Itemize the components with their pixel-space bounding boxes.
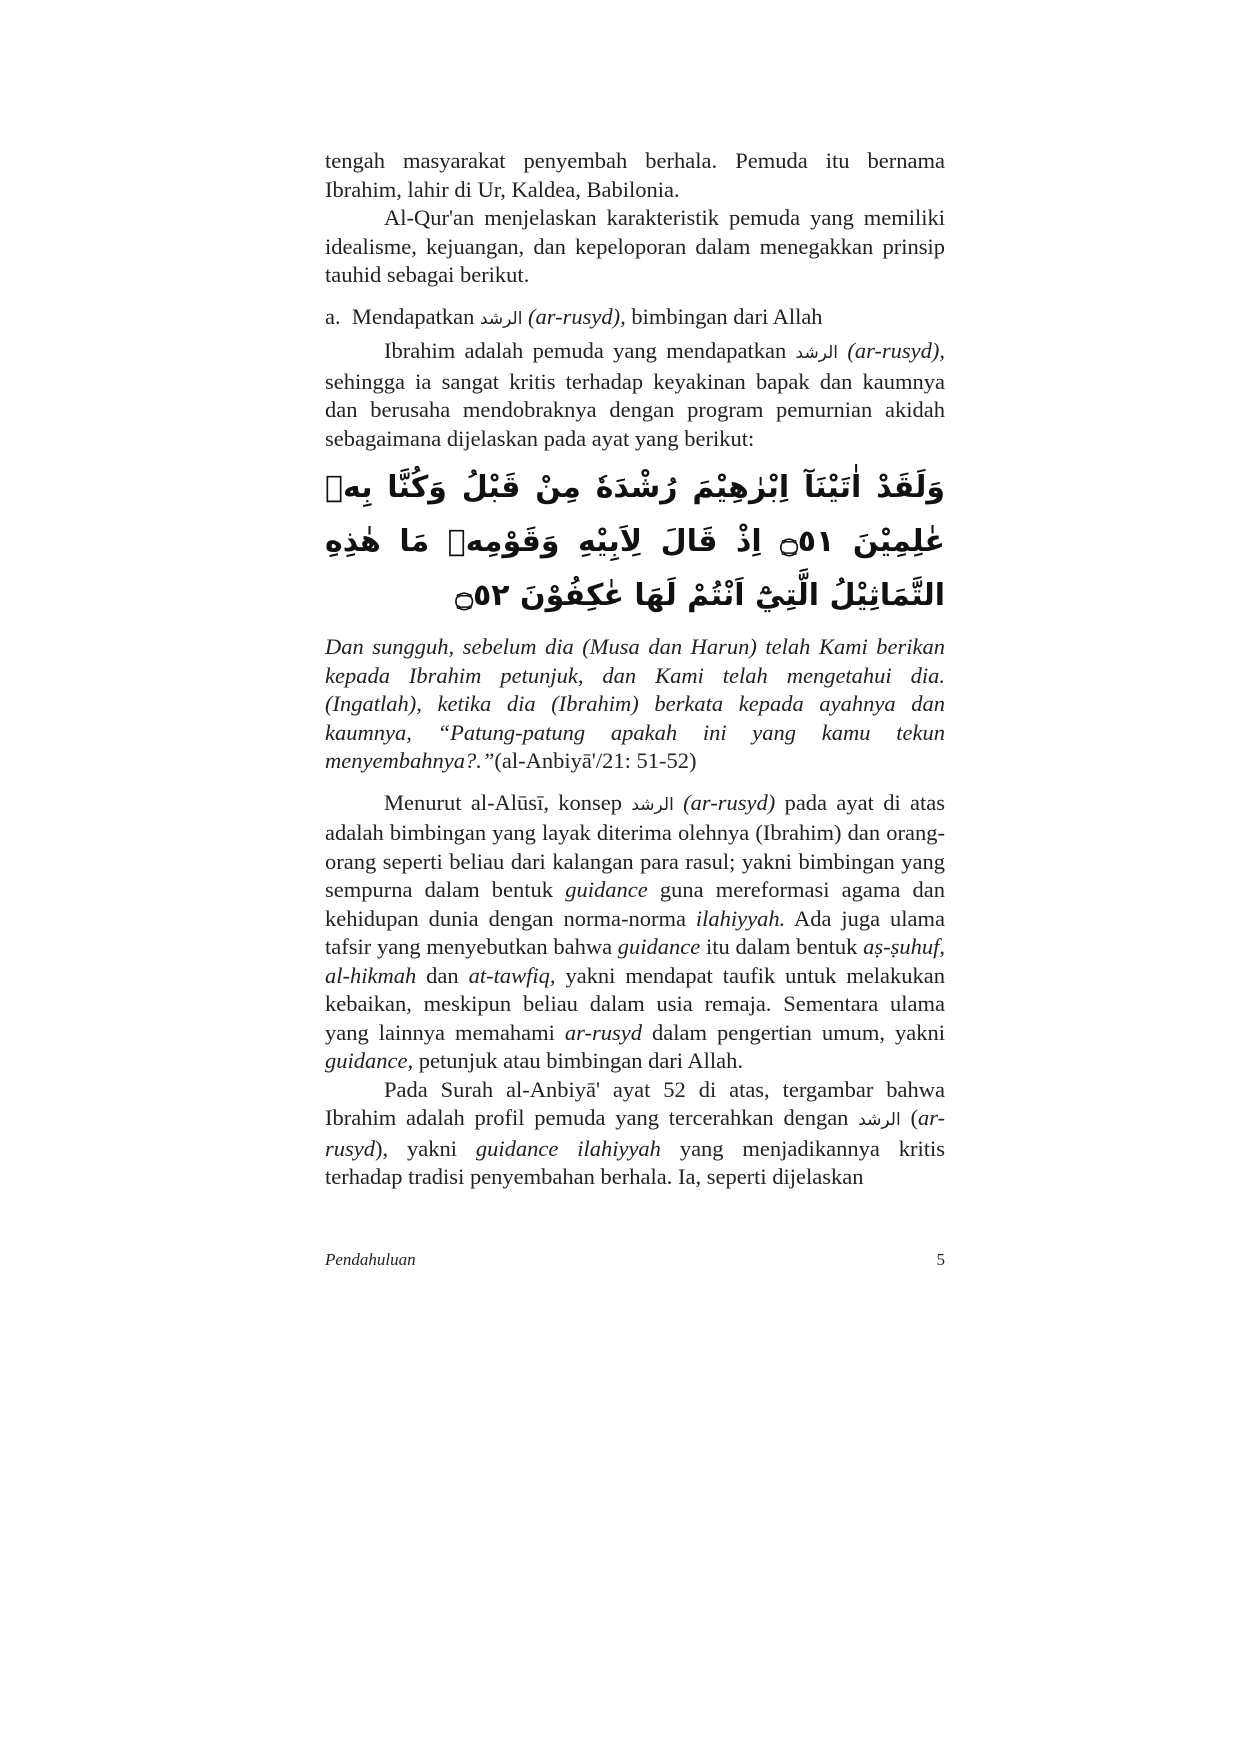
heading-text: Mendapatkan <box>351 303 475 329</box>
quran-verse: وَلَقَدْ اٰتَيْنَآ اِبْرٰهِيْمَ رُشْدَهٗ مِنْ قَبْلُ وَكُنَّا بِهٖ عٰلِمِيْنَ ۝٥١ اِذْ قَالَ لِاَبِيْهِ وَقَوْمِهٖ مَا هٰذِهِ التَّمَاثِيْلُ الَّتِيْٓ اَنْتُمْ لَهَا عٰكِفُوْنَ ۝٥٢ <box>325 470 945 613</box>
arabic-term: الرشد <box>858 1110 901 1130</box>
paragraph-3: Ibrahim adalah pemuda yang mendapatkan الرشد (ar-rusyd), sehingga ia sangat kritis terhadap keyakinan bapak dan kaumnya dan berusaha mendobraknya dengan program pemurnian akidah sebagaimana dijelaskan pada ayat yang berikut: <box>325 338 946 451</box>
page-footer <box>325 1250 945 1270</box>
section-heading-a <box>325 303 945 334</box>
heading-transliteration: (ar-rusyd), <box>528 303 626 329</box>
page-number: 5 <box>936 1250 945 1269</box>
paragraph-4: Menurut al-Alūsī, konsep الرشد (ar-rusyd) pada ayat di atas adalah bimbingan yang layak diterima olehnya (Ibrahim) dan orang-orang seperti beliau dari kalangan para rasul; yakni bimbingan yang sempurna dalam bentuk guidance guna mereformasi agama dan kehidupan dunia dengan norma-norma ilahiyyah. Ada juga ulama tafsir yang menyebutkan bahwa guidance itu dalam bentuk aṣ-ṣuhuf, al-hikmah dan at-tawfiq, yakni mendapat taufik untuk melakukan kebaikan, meskipun beliau dalam usia remaja. Sementara ulama yang lainnya memahami ar-rusyd dalam pengertian umum, yakni guidance, petunjuk atau bimbingan dari Allah. <box>325 789 946 1073</box>
verse-reference: (al-Anbiyā'/21: 51-52) <box>494 748 697 773</box>
arabic-term: الرشد <box>631 794 674 815</box>
paragraph-5: Pada Surah al-Anbiyā' ayat 52 di atas, tergambar bahwa Ibrahim adalah profil pemuda yang tercerahkan dengan الرشد (ar-rusyd), yakni guidance ilahiyyah yang menjadikannya kritis terhadap tradisi penyembahan berhala. Ia, seperti dijelaskan <box>325 1076 946 1189</box>
running-footer-title: Pendahuluan <box>325 1250 416 1269</box>
paragraph-1: tengah masyarakat penyembah berhala. Pemuda itu bernama Ibrahim, lahir di Ur, Kaldea, Babilonia. <box>325 148 945 202</box>
heading-text-end: bimbingan dari Allah <box>631 303 823 329</box>
arabic-term: الرشد <box>795 343 838 363</box>
heading-marker: a. <box>325 303 341 329</box>
paragraph-2: Al-Qur'an menjelaskan karakteristik pemuda yang memiliki idealisme, kejuangan, dan kepeloporan dalam menegakkan prinsip tauhid sebagai berikut. <box>325 205 945 287</box>
heading-arabic-term: الرشد <box>479 308 523 329</box>
page-body <box>325 147 945 1192</box>
verse-translation: Dan sungguh, sebelum dia (Musa dan Harun) telah Kami berikan kepada Ibrahim petunjuk, dan Kami telah mengetahui dia. (Ingatlah), ketika dia (Ibrahim) berkata kepada ayahnya dan kaumnya, “Patung-patung apakah ini yang kamu tekun menyembahnya?.”(al-Anbiyā'/21: 51-52) <box>325 634 945 773</box>
